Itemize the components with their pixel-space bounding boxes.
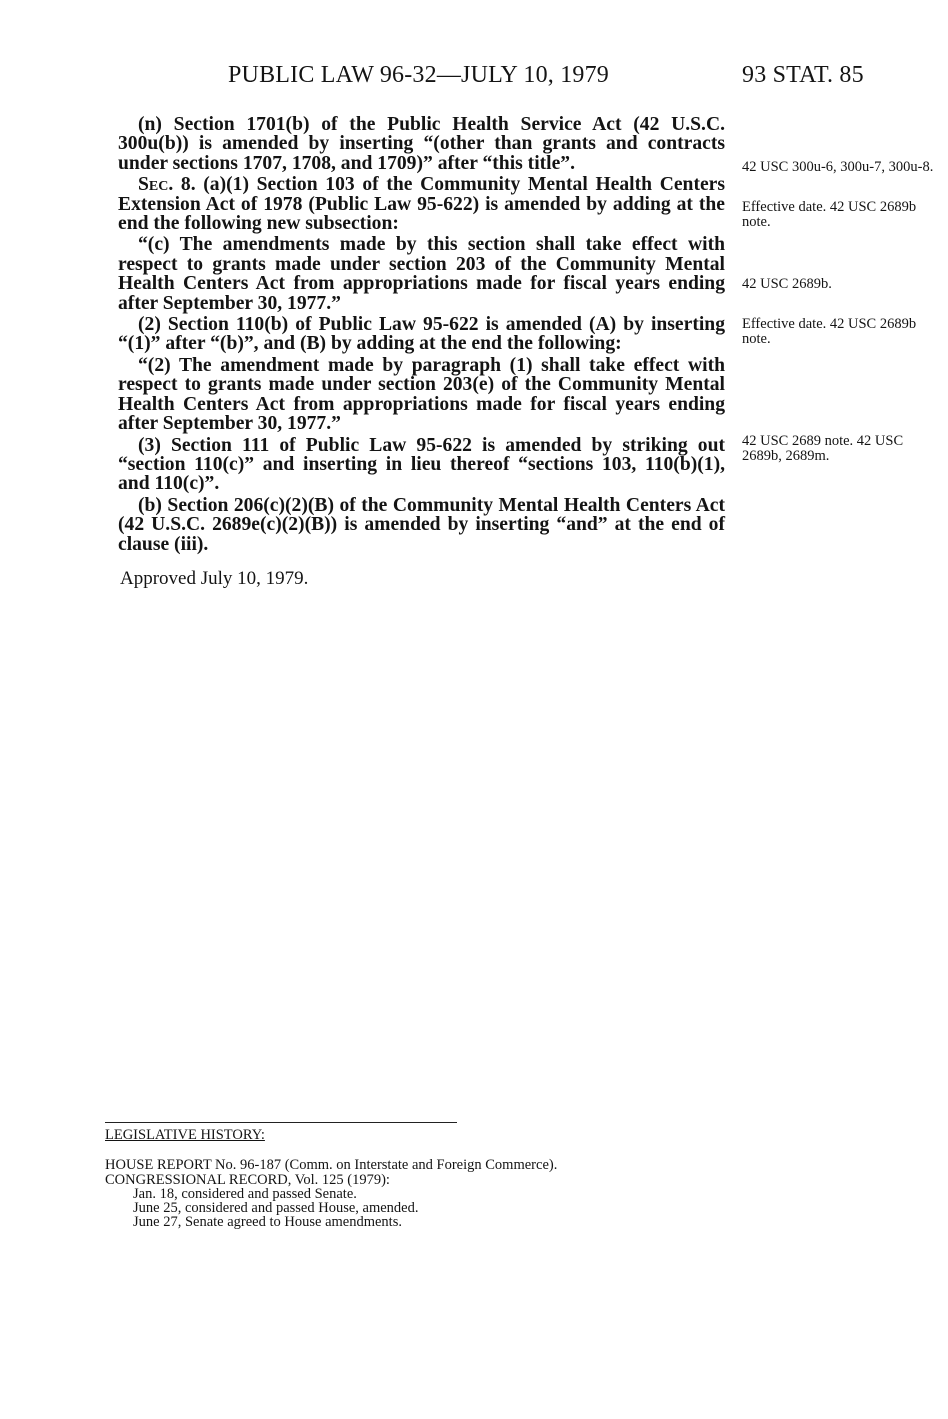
congressional-record: CONGRESSIONAL RECORD, Vol. 125 (1979): xyxy=(105,1171,390,1188)
legislative-history-heading: LEGISLATIVE HISTORY: xyxy=(105,1127,265,1143)
margin-note: 42 USC 300u-6, 300u-7, 300u-8. xyxy=(742,159,934,175)
margin-note: 42 USC 2689 note. 42 USC 2689b, 2689m. xyxy=(742,433,904,464)
quoted-subsection-c: “(c) The amendments made by this section shall take effect with respect to grants made under section 203 of the Community Mental Health Centers Act from appropriations made for fiscal years ending after September 30, 1977.” xyxy=(118,234,725,314)
paragraph-b: (b) Section 206(c)(2)(B) of the Community Mental Health Centers Act (42 U.S.C. 2689e(c)(2)(B)) is amended by inserting “and” at the end of clause (iii). xyxy=(118,494,725,555)
history-entry: June 25, considered and passed House, amended. xyxy=(133,1200,419,1217)
history-entry: June 27, Senate agreed to House amendments. xyxy=(133,1214,402,1231)
section-8-paragraph xyxy=(118,175,725,233)
legislative-history xyxy=(105,1128,745,1230)
statute-body xyxy=(118,115,725,556)
quoted-paragraph-2: “(2) The amendment made by paragraph (1) shall take effect with respect to grants made under section 203(e) of the Community Mental Health Centers Act from appropriations made for fiscal years ending after September 30, 1977.” xyxy=(118,354,725,435)
paragraph-a3: (3) Section 111 of Public Law 95-622 is amended by striking out “section 110(c)” and inserting in lieu thereof “sections 103, 110(b)(1), and 110(c)”. xyxy=(118,434,725,495)
history-entry: Jan. 18, considered and passed Senate. xyxy=(133,1185,357,1202)
running-header-title: PUBLIC LAW 96-32—JULY 10, 1979 xyxy=(228,62,609,88)
margin-note: Effective date. 42 USC 2689b note. xyxy=(742,199,917,230)
margin-note: 42 USC 2689b. xyxy=(742,276,832,292)
paragraph-n: (n) Section 1701(b) of the Public Health Service Act (42 U.S.C. 300u(b)) is amended by inserting “(other than grants and contracts under sections 1707, 1708, and 1709)” after “this title”. xyxy=(118,114,725,174)
divider-rule xyxy=(105,1122,457,1123)
statute-page-number: 93 STAT. 85 xyxy=(742,62,864,88)
section-8-text: 8. (a)(1) Section 103 of the Community Mental Health Centers Extension Act of 1978 (Public Law 95-622) is amended by adding at the end the following new subsection: xyxy=(118,174,725,235)
approval-date: Approved July 10, 1979. xyxy=(120,568,309,589)
house-report: HOUSE REPORT No. 96-187 (Comm. on Interstate and Foreign Commerce). xyxy=(105,1157,558,1174)
section-label: Sec. xyxy=(138,174,174,196)
paragraph-a2: (2) Section 110(b) of Public Law 95-622 is amended (A) by inserting “(1)” after “(b)”, and (B) by adding at the end the following: xyxy=(118,314,725,355)
margin-note: Effective date. 42 USC 2689b note. xyxy=(742,316,917,347)
